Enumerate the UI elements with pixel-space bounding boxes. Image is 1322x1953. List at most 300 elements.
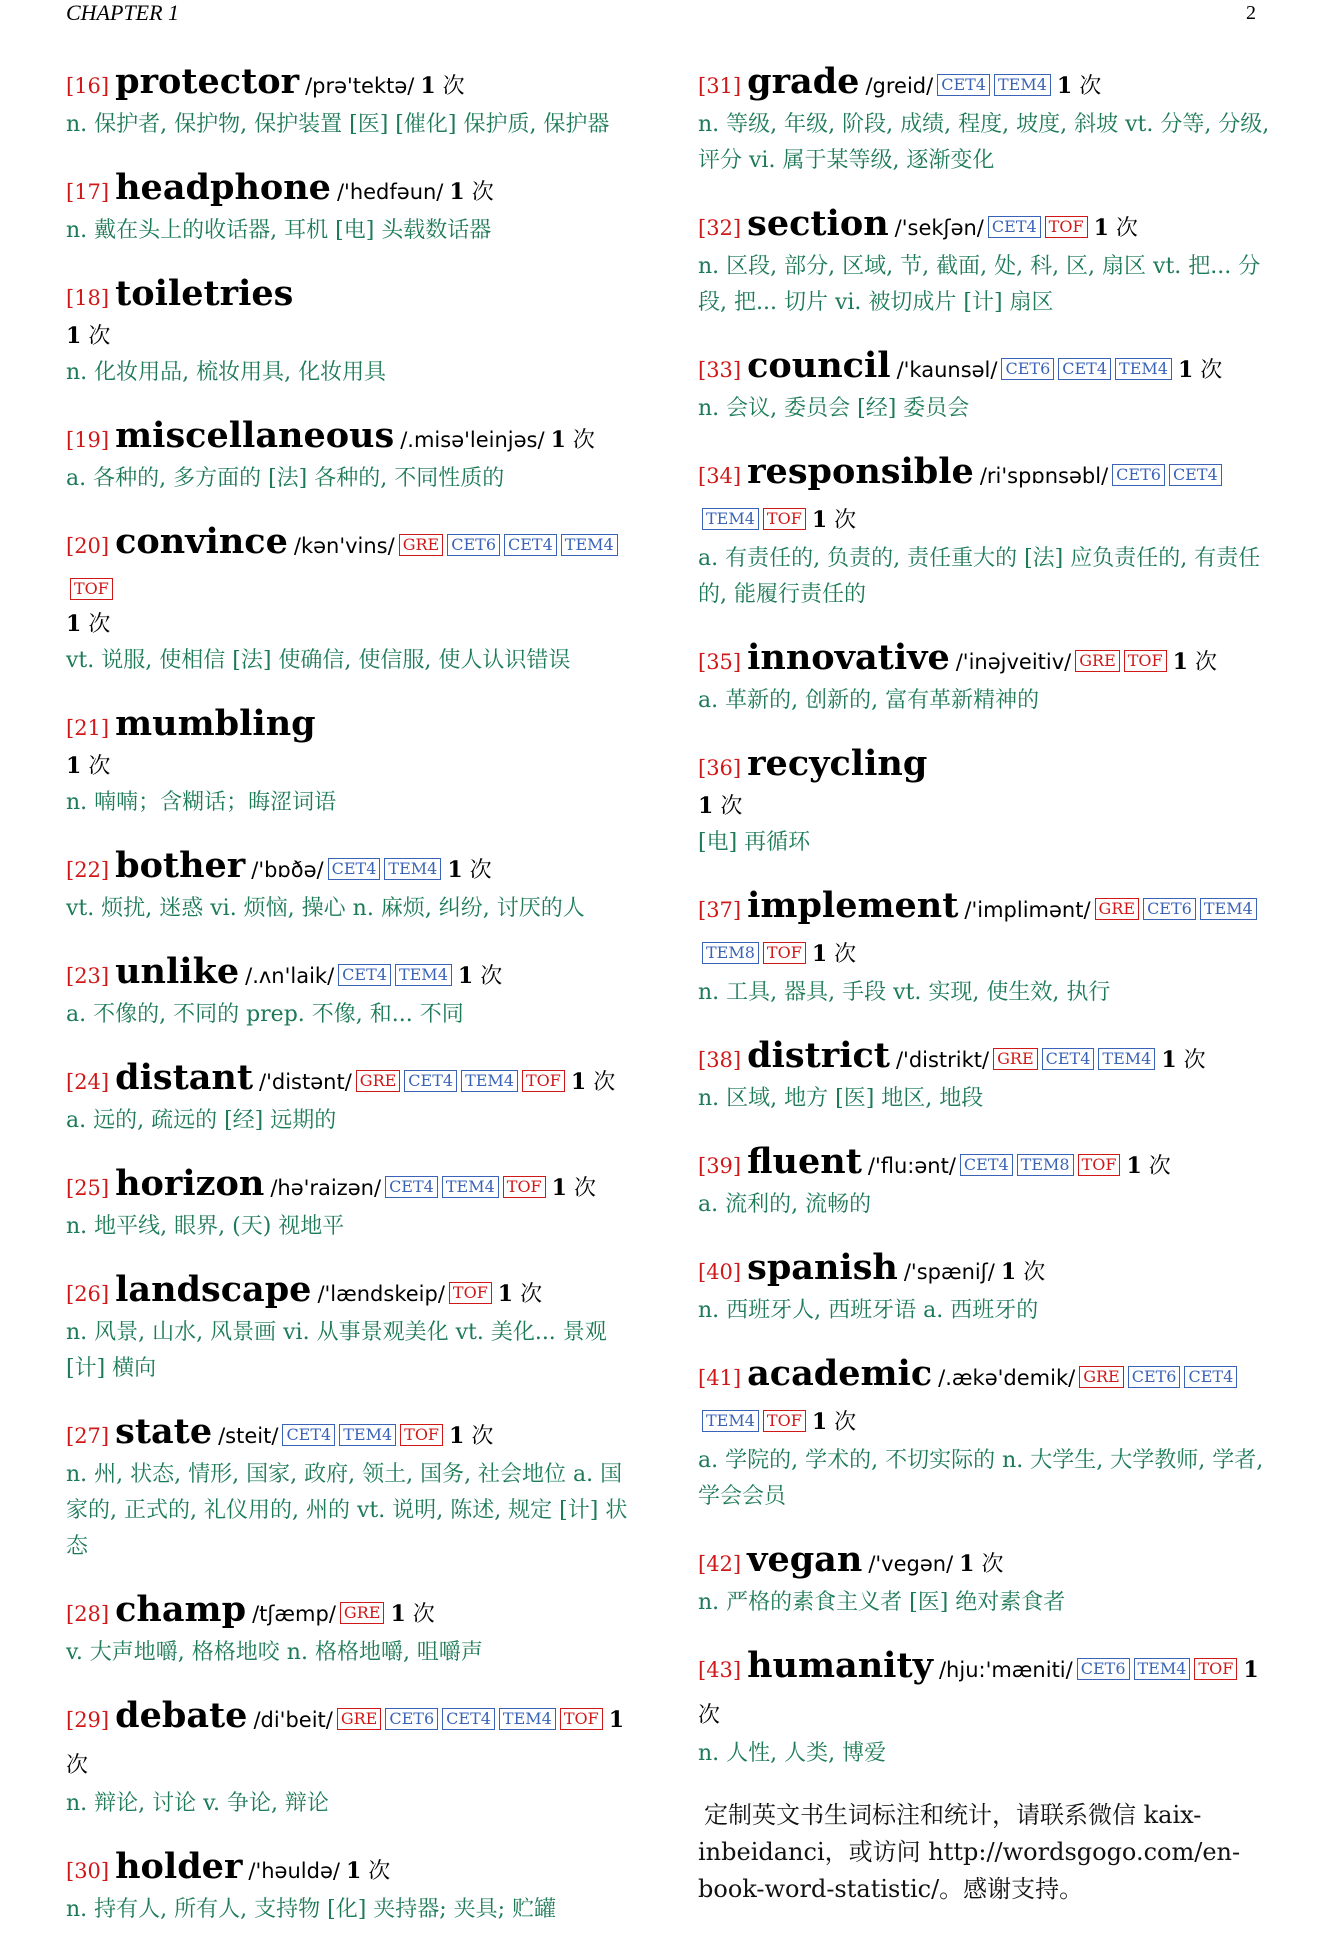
exam-tag: TEM4 <box>461 1070 518 1092</box>
word-entry <box>698 62 1272 179</box>
exam-tag: TOF <box>1045 216 1088 238</box>
count-unit: 次 <box>88 612 111 637</box>
entry-number: [17] <box>66 180 110 204</box>
phonetic: /.ækə'demik/ <box>938 1366 1076 1390</box>
word-entry <box>698 1036 1272 1117</box>
headword: vegan <box>747 1539 863 1580</box>
occurrence-count <box>1161 1048 1205 1073</box>
word-entry <box>66 952 640 1033</box>
exam-tag: TOF <box>763 508 806 530</box>
phonetic: /tʃæmp/ <box>252 1602 336 1626</box>
word-entry <box>698 1540 1272 1621</box>
phonetic: /'həuldə/ <box>248 1859 340 1883</box>
exam-tag: TEM4 <box>702 508 759 530</box>
exam-tag: TOF <box>763 942 806 964</box>
exam-tag: TOF <box>763 1410 806 1432</box>
count-unit: 次 <box>981 1552 1004 1577</box>
definition: a. 远的, 疏远的 [经] 远期的 <box>66 1108 337 1133</box>
entry-headline <box>66 952 640 997</box>
entry-number: [19] <box>66 428 110 452</box>
entry-headline <box>66 846 640 891</box>
count-value: 1 <box>811 941 828 967</box>
word-entry <box>66 1412 640 1565</box>
entry-number: [43] <box>698 1658 742 1682</box>
count-unit: 次 <box>1148 1154 1171 1179</box>
word-entry <box>66 1696 640 1822</box>
exam-tag: CET6 <box>1143 898 1196 920</box>
definition: n. 西班牙人, 西班牙语 a. 西班牙的 <box>698 1298 1039 1323</box>
occurrence-count <box>1178 358 1222 383</box>
entry-number: [25] <box>66 1176 110 1200</box>
definition: n. 工具, 器具, 手段 vt. 实现, 使生效, 执行 <box>698 980 1111 1005</box>
phonetic: /'spæniʃ/ <box>903 1260 995 1284</box>
occurrence-count <box>812 1410 856 1435</box>
entry-number: [23] <box>66 964 110 988</box>
occurrence-count <box>1057 74 1101 99</box>
exam-tag: TOF <box>70 578 113 600</box>
count-value: 1 <box>1243 1657 1259 1683</box>
word-entry <box>698 638 1272 719</box>
exam-tag: TEM8 <box>1017 1154 1074 1176</box>
entry-headline <box>66 1058 640 1103</box>
entry-headline <box>66 1164 640 1209</box>
headword: distant <box>115 1057 254 1098</box>
count-unit: 次 <box>698 1703 721 1728</box>
entry-headline <box>698 1142 1272 1187</box>
definition: n. 会议, 委员会 [经] 委员会 <box>698 396 970 421</box>
word-entry <box>66 168 640 249</box>
count-value: 1 <box>550 427 566 453</box>
exam-tag: CET4 <box>385 1176 438 1198</box>
phonetic: /'kaunsəl/ <box>896 358 998 382</box>
phonetic: /'inəjveitiv/ <box>955 650 1072 674</box>
definition: n. 戴在头上的收话器, 耳机 [电] 头载数话器 <box>66 218 492 243</box>
definition: vt. 烦扰, 迷惑 vi. 烦恼, 操心 n. 麻烦, 纠纷, 讨厌的人 <box>66 896 585 921</box>
exam-tag: GRE <box>399 534 444 556</box>
word-entry <box>698 744 1272 861</box>
entry-headline <box>698 1248 1272 1293</box>
count-line <box>66 318 640 355</box>
count-unit: 次 <box>573 1176 596 1201</box>
exam-tag: GRE <box>1075 650 1120 672</box>
entry-number: [20] <box>66 534 110 558</box>
headword: debate <box>115 1695 248 1736</box>
occurrence-count <box>66 612 110 637</box>
count-unit: 次 <box>469 858 492 883</box>
exam-tag: CET4 <box>1184 1366 1237 1388</box>
headword: state <box>115 1411 213 1452</box>
entry-headline <box>698 62 1272 107</box>
occurrence-count <box>1001 1260 1045 1285</box>
occurrence-count <box>1094 216 1138 241</box>
headword: responsible <box>747 451 974 492</box>
exam-tag: CET4 <box>1042 1048 1095 1070</box>
word-entry <box>66 274 640 391</box>
left-column <box>66 62 640 1953</box>
entry-number: [33] <box>698 358 742 382</box>
count-unit: 次 <box>471 180 494 205</box>
count-unit: 次 <box>1194 650 1217 675</box>
occurrence-count <box>812 942 856 967</box>
word-entry <box>66 416 640 497</box>
exam-tag: CET6 <box>1001 358 1054 380</box>
headword: district <box>747 1035 890 1076</box>
entry-headline <box>66 522 640 606</box>
headword: landscape <box>115 1269 312 1310</box>
count-value: 1 <box>66 753 82 779</box>
headword: spanish <box>747 1247 898 1288</box>
exam-tag: GRE <box>337 1708 382 1730</box>
word-entry <box>66 1590 640 1671</box>
count-value: 1 <box>497 1281 514 1307</box>
exam-tag: GRE <box>340 1602 385 1624</box>
count-value: 1 <box>66 323 82 349</box>
entry-headline <box>66 62 640 107</box>
headword: unlike <box>115 951 240 992</box>
count-value: 1 <box>447 857 463 883</box>
exam-tag: TOF <box>400 1424 443 1446</box>
definition: a. 有责任的, 负责的, 责任重大的 [法] 应负责任的, 有责任的, 能履行责任的 <box>698 546 1261 607</box>
exam-tag: TEM4 <box>561 534 618 556</box>
entry-number: [34] <box>698 464 742 488</box>
entry-number: [31] <box>698 74 742 98</box>
exam-tag: CET4 <box>960 1154 1013 1176</box>
count-unit: 次 <box>520 1282 543 1307</box>
headword: humanity <box>747 1645 933 1686</box>
phonetic: /'implimənt/ <box>964 898 1091 922</box>
exam-tag: CET4 <box>1169 464 1222 486</box>
count-value: 1 <box>457 963 474 989</box>
phonetic: /kən'vins/ <box>293 534 395 558</box>
exam-tag: TEM4 <box>384 858 441 880</box>
count-unit: 次 <box>572 428 595 453</box>
word-entry <box>66 62 640 143</box>
definition: n. 风景, 山水, 风景画 vi. 从事景观美化 vt. 美化... 景观 [计] 横向 <box>66 1320 607 1381</box>
exam-tag: GRE <box>356 1070 401 1092</box>
exam-tag: CET6 <box>1112 464 1165 486</box>
entry-headline <box>698 1354 1272 1443</box>
exam-tag: TOF <box>449 1282 492 1304</box>
entry-number: [28] <box>66 1602 110 1626</box>
exam-tag: GRE <box>1079 1366 1124 1388</box>
chapter-label: CHAPTER 1 <box>66 0 180 25</box>
exam-tag: CET4 <box>988 216 1041 238</box>
headword: recycling <box>747 743 928 784</box>
entry-headline <box>698 1036 1272 1081</box>
entry-number: [40] <box>698 1260 742 1284</box>
entry-headline <box>698 204 1272 249</box>
occurrence-count <box>698 794 742 819</box>
count-unit: 次 <box>480 964 503 989</box>
entry-number: [26] <box>66 1282 110 1306</box>
count-unit: 次 <box>1183 1048 1206 1073</box>
exam-tag: TOF <box>1078 1154 1121 1176</box>
headword: fluent <box>747 1141 862 1182</box>
word-entry <box>66 1270 640 1387</box>
exam-tag: CET6 <box>385 1708 438 1730</box>
headword: implement <box>747 885 959 926</box>
entry-number: [18] <box>66 286 110 310</box>
definition: vt. 说服, 使相信 [法] 使确信, 使信服, 使人认识错误 <box>66 648 571 673</box>
phonetic: /'bɒðə/ <box>251 858 324 882</box>
occurrence-count <box>458 964 502 989</box>
right-entry-list <box>698 62 1272 1772</box>
definition: a. 革新的, 创新的, 富有革新精神的 <box>698 688 1040 713</box>
count-unit: 次 <box>1200 358 1223 383</box>
footer-note: 定制英文书生词标注和统计，请联系微信 kaix-inbeidanci，或访问 http://wordsgogo.com/en-book-word-statistic/。感谢支持。 <box>698 1801 1241 1903</box>
count-unit: 次 <box>593 1070 616 1095</box>
headword: champ <box>115 1589 247 1630</box>
headword: horizon <box>115 1163 265 1204</box>
occurrence-count <box>812 508 856 533</box>
word-entry <box>698 346 1272 427</box>
entry-headline <box>698 452 1272 541</box>
count-unit: 次 <box>471 1424 494 1449</box>
entry-number: [38] <box>698 1048 742 1072</box>
definition: n. 区域, 地方 [医] 地区, 地段 <box>698 1086 984 1111</box>
count-value: 1 <box>390 1601 406 1627</box>
count-value: 1 <box>551 1175 567 1201</box>
phonetic: /'sekʃən/ <box>894 216 984 240</box>
word-entry <box>66 522 640 679</box>
word-entry <box>698 886 1272 1011</box>
occurrence-count <box>552 1176 596 1201</box>
exam-tag: TEM4 <box>702 1410 759 1432</box>
occurrence-count <box>449 1424 493 1449</box>
occurrence-count <box>66 754 110 779</box>
count-value: 1 <box>1093 215 1109 241</box>
definition: n. 持有人, 所有人, 支持物 [化] 夹持器; 夹具; 贮罐 <box>66 1897 557 1922</box>
headword: miscellaneous <box>115 415 395 456</box>
exam-tag: GRE <box>1095 898 1140 920</box>
exam-tag: TOF <box>1124 650 1167 672</box>
count-value: 1 <box>1056 73 1073 99</box>
count-value: 1 <box>1000 1259 1017 1285</box>
phonetic: /'distənt/ <box>259 1070 352 1094</box>
entry-number: [36] <box>698 756 742 780</box>
count-line <box>66 606 640 643</box>
headword: innovative <box>747 637 950 678</box>
definition: n. 喃喃；含糊话；晦涩词语 <box>66 790 337 815</box>
occurrence-count <box>1126 1154 1170 1179</box>
word-entry <box>698 204 1272 321</box>
phonetic: /'flu:ənt/ <box>867 1154 956 1178</box>
definition: a. 不像的, 不同的 prep. 不像, 和... 不同 <box>66 1002 464 1027</box>
count-value: 1 <box>66 611 82 637</box>
entry-number: [37] <box>698 898 742 922</box>
phonetic: /.misə'leinjəs/ <box>400 428 545 452</box>
exam-tag: TEM8 <box>702 942 759 964</box>
headword: bother <box>115 845 246 886</box>
entry-number: [27] <box>66 1424 110 1448</box>
definition: a. 各种的, 多方面的 [法] 各种的, 不同性质的 <box>66 466 505 491</box>
entry-headline <box>698 1540 1272 1585</box>
headword: protector <box>115 61 300 102</box>
occurrence-count <box>390 1602 434 1627</box>
count-line <box>698 788 1272 825</box>
entry-number: [39] <box>698 1154 742 1178</box>
occurrence-count <box>498 1282 542 1307</box>
count-unit: 次 <box>368 1859 391 1884</box>
headword: council <box>747 345 891 386</box>
count-value: 1 <box>449 1423 465 1449</box>
word-entry <box>698 1646 1272 1772</box>
headword: holder <box>115 1846 243 1887</box>
count-value: 1 <box>608 1707 625 1733</box>
headword: section <box>747 203 889 244</box>
headword: grade <box>747 61 860 102</box>
count-value: 1 <box>570 1069 587 1095</box>
occurrence-count <box>420 74 464 99</box>
definition: a. 流利的, 流畅的 <box>698 1192 872 1217</box>
phonetic: /.ʌn'laik/ <box>245 964 335 988</box>
count-unit: 次 <box>1079 74 1102 99</box>
exam-tag: CET4 <box>404 1070 457 1092</box>
exam-tag: TEM4 <box>1098 1048 1155 1070</box>
count-line <box>66 748 640 785</box>
exam-tag: TEM4 <box>499 1708 556 1730</box>
entry-number: [24] <box>66 1070 110 1094</box>
entry-number: [41] <box>698 1366 742 1390</box>
entry-number: [16] <box>66 74 110 98</box>
definition: [电] 再循环 <box>698 830 811 855</box>
definition: n. 辩论, 讨论 v. 争论, 辩论 <box>66 1791 329 1816</box>
entry-number: [35] <box>698 650 742 674</box>
definition: n. 保护者, 保护物, 保护装置 [医] [催化] 保护质, 保护器 <box>66 112 610 137</box>
count-value: 1 <box>811 507 828 533</box>
exam-tag: CET6 <box>1077 1658 1130 1680</box>
occurrence-count <box>551 428 595 453</box>
word-entry <box>698 1248 1272 1329</box>
definition: v. 大声地嚼, 格格地咬 n. 格格地嚼, 咀嚼声 <box>66 1640 483 1665</box>
phonetic: /prə'tektə/ <box>305 74 415 98</box>
definition: n. 等级, 年级, 阶段, 成绩, 程度, 坡度, 斜坡 vt. 分等, 分级, 评分 vi. 属于某等级, 逐渐变化 <box>698 112 1270 173</box>
count-unit: 次 <box>1023 1260 1046 1285</box>
count-unit: 次 <box>88 754 111 779</box>
phonetic: /greid/ <box>865 74 934 98</box>
phonetic: /'lændskeip/ <box>317 1282 445 1306</box>
count-value: 1 <box>811 1409 828 1435</box>
headword: convince <box>115 521 288 562</box>
count-value: 1 <box>449 179 465 205</box>
count-value: 1 <box>698 793 714 819</box>
definition: n. 人性, 人类, 博爱 <box>698 1741 887 1766</box>
exam-tag: CET6 <box>1128 1366 1181 1388</box>
exam-tag: CET4 <box>937 74 990 96</box>
page-header <box>66 0 1256 28</box>
entry-number: [21] <box>66 716 110 740</box>
exam-tag: TEM4 <box>395 964 452 986</box>
count-unit: 次 <box>442 74 465 99</box>
entry-headline <box>66 168 640 213</box>
exam-tag: CET4 <box>328 858 381 880</box>
definition: n. 严格的素食主义者 [医] 绝对素食者 <box>698 1590 1066 1615</box>
entry-headline <box>66 1270 640 1315</box>
count-value: 1 <box>345 1858 362 1884</box>
occurrence-count <box>959 1552 1003 1577</box>
count-unit: 次 <box>88 324 111 349</box>
phonetic: /hju:'mæniti/ <box>938 1658 1073 1682</box>
phonetic: /'distrikt/ <box>895 1048 990 1072</box>
definition: n. 化妆用品, 梳妆用具, 化妆用具 <box>66 360 387 385</box>
headword: toiletries <box>115 273 294 314</box>
count-unit: 次 <box>1115 216 1138 241</box>
word-entry <box>66 1058 640 1139</box>
occurrence-count <box>571 1070 615 1095</box>
word-entry <box>698 1142 1272 1223</box>
phonetic: /di'beit/ <box>253 1708 333 1732</box>
word-entry <box>66 704 640 821</box>
phonetic: /hə'raizən/ <box>270 1176 382 1200</box>
phonetic: /steit/ <box>218 1424 279 1448</box>
count-unit: 次 <box>834 508 857 533</box>
count-unit: 次 <box>720 794 743 819</box>
exam-tag: TEM4 <box>1134 1658 1191 1680</box>
entry-headline <box>66 274 640 318</box>
exam-tag: TOF <box>522 1070 565 1092</box>
phonetic: /'vegən/ <box>868 1552 954 1576</box>
exam-tag: TOF <box>1194 1658 1237 1680</box>
entry-number: [42] <box>698 1552 742 1576</box>
right-column <box>698 62 1272 1908</box>
exam-tag: TEM4 <box>1115 358 1172 380</box>
word-entry <box>66 1164 640 1245</box>
entry-headline <box>66 1412 640 1457</box>
count-value: 1 <box>959 1551 975 1577</box>
entry-headline <box>698 346 1272 391</box>
entry-headline <box>66 1696 640 1786</box>
exam-tag: CET6 <box>447 534 500 556</box>
entry-number: [29] <box>66 1708 110 1732</box>
entry-number: [30] <box>66 1859 110 1883</box>
exam-tag: CET4 <box>1058 358 1111 380</box>
occurrence-count <box>449 180 493 205</box>
occurrence-count <box>346 1859 390 1884</box>
exam-tag: TEM4 <box>339 1424 396 1446</box>
definition: n. 地平线, 眼界, (天) 视地平 <box>66 1214 345 1239</box>
count-value: 1 <box>1161 1047 1177 1073</box>
entry-number: [22] <box>66 858 110 882</box>
exam-tag: CET4 <box>442 1708 495 1730</box>
word-entry <box>66 1847 640 1928</box>
count-unit: 次 <box>66 1753 89 1778</box>
entry-headline <box>698 744 1272 788</box>
entry-headline <box>66 416 640 461</box>
entry-headline <box>66 1590 640 1635</box>
word-entry <box>66 846 640 927</box>
phonetic: /ri'spɒnsəbl/ <box>979 464 1109 488</box>
occurrence-count <box>1173 650 1217 675</box>
entry-number: [32] <box>698 216 742 240</box>
exam-tag: CET4 <box>504 534 557 556</box>
count-unit: 次 <box>834 942 857 967</box>
exam-tag: TOF <box>560 1708 603 1730</box>
entry-headline <box>698 638 1272 683</box>
occurrence-count <box>447 858 491 883</box>
definition: n. 州, 状态, 情形, 国家, 政府, 领土, 国务, 社会地位 a. 国家的, 正式的, 礼仪用的, 州的 vt. 说明, 陈述, 规定 [计] 状态 <box>66 1462 628 1559</box>
exam-tag: CET4 <box>282 1424 335 1446</box>
count-value: 1 <box>1172 649 1188 675</box>
headword: academic <box>747 1353 933 1394</box>
exam-tag: GRE <box>993 1048 1038 1070</box>
exam-tag: TEM4 <box>994 74 1051 96</box>
headword: headphone <box>115 167 331 208</box>
exam-tag: CET4 <box>338 964 391 986</box>
occurrence-count <box>66 324 110 349</box>
headword: mumbling <box>115 703 316 744</box>
page-number: 2 <box>1246 2 1256 24</box>
count-value: 1 <box>420 73 436 99</box>
